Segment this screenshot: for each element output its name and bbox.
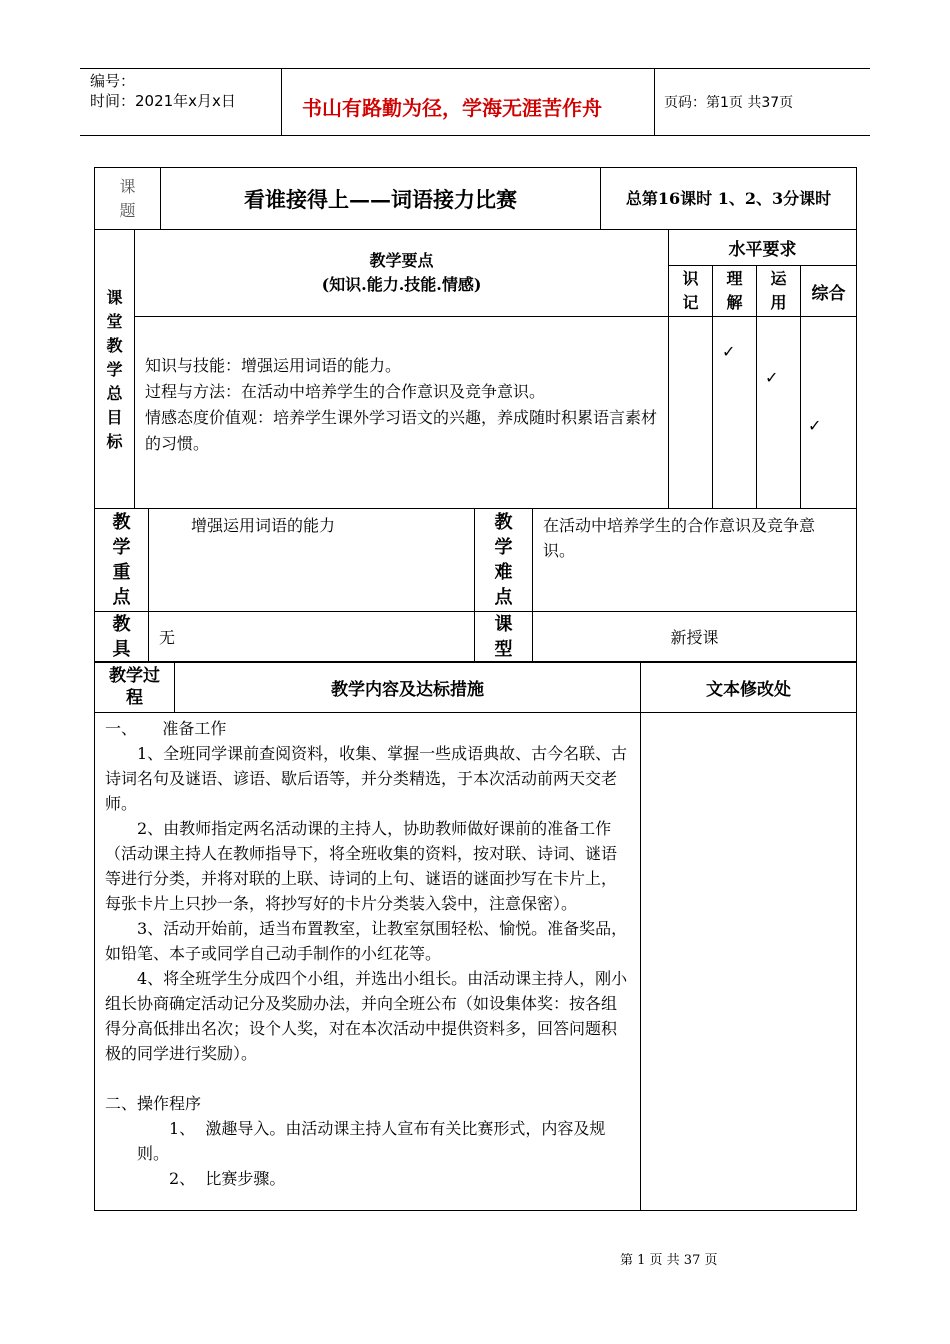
header-divider-2 xyxy=(654,68,655,135)
topic-title: 看谁接得上——词语接力比赛 xyxy=(161,168,601,230)
lesson-hours: 总第16课时 1、2、3分课时 xyxy=(601,168,857,230)
topic-table xyxy=(94,167,857,230)
prep-item-3: 3、活动开始前，适当布置教室，让教室氛围轻松、愉悦。准备奖品，如铅笔、本子或同学自己动手制作的小红花等。 xyxy=(105,919,628,963)
difficulty-text: 在活动中培养学生的合作意识及竞争意识。 xyxy=(533,509,857,612)
key-points-subtitle: (知识.能力.技能.情感) xyxy=(321,275,482,294)
goals-label-cell xyxy=(95,230,135,509)
type-label-cell xyxy=(475,612,533,663)
procedure-item-2: 2、 比赛步骤。 xyxy=(169,1169,286,1188)
page-info: 页码：第1页 共37页 xyxy=(664,95,794,111)
step-prep-heading: 一、 准备工作 xyxy=(105,719,227,738)
prep-item-4: 4、将全班学生分成四个小组，并选出小组长。由活动课主持人，刚小组长协商确定活动记分及奖励办法，并向全班公布（如设集体奖：按各组得分高低排出名次；设个人奖，对在本次活动中提供资料多，回答问题积极的同学进行奖励）。 xyxy=(105,969,628,1063)
goal-knowledge: 知识与技能：增强运用词语的能力。 xyxy=(145,356,402,375)
motto: 书山有路勤为径，学海无涯苦作舟 xyxy=(302,96,602,120)
prep-item-2: 2、由教师指定两名活动课的主持人，协助教师做好课前的准备工作（活动课主持人在教师指导下，将全班收集的资料，按对联、诗词、谜语等进行分类，并将对联的上联、诗词的上句、谜语的谜面抄写在卡片上，每张卡片上只抄一条，将抄写好的卡片分类装入袋中，注意保密）。 xyxy=(105,819,618,913)
tools-text: 无 xyxy=(149,612,475,663)
topic-label-cell xyxy=(95,168,161,230)
goals-label: 课堂教学总目标 xyxy=(106,288,123,451)
topic-label: 课题 xyxy=(119,176,136,220)
goal-process: 过程与方法：在活动中培养学生的合作意识及竞争意识。 xyxy=(145,382,546,401)
check-understand-icon: ✓ xyxy=(722,342,736,361)
tools-label: 教具 xyxy=(112,614,131,660)
focus-text: 增强运用词语的能力 xyxy=(149,509,475,612)
check-synthesis-icon: ✓ xyxy=(808,416,822,435)
process-table xyxy=(94,661,857,1211)
focus-label: 教学重点 xyxy=(112,512,131,608)
revision-header: 文本修改处 xyxy=(641,662,857,713)
goals-content xyxy=(135,317,669,509)
process-label: 教学过程 xyxy=(95,662,175,713)
step-procedure-heading: 二、操作程序 xyxy=(105,1094,202,1113)
tools-label-cell xyxy=(95,612,149,663)
difficulty-label-cell xyxy=(475,509,533,612)
focus-table xyxy=(94,508,857,663)
key-points-title: 教学要点 xyxy=(369,251,434,270)
check-apply-icon: ✓ xyxy=(765,368,779,387)
header-top-rule xyxy=(80,68,870,69)
time-label: 时间：2021年x月x日 xyxy=(90,92,236,110)
check-cell-synthesis xyxy=(801,317,857,509)
type-text: 新授课 xyxy=(533,612,857,663)
goal-attitude: 情感态度价值观：培养学生课外学习语文的兴趣，养成随时积累语言素材的习惯。 xyxy=(145,408,658,453)
process-content xyxy=(95,713,641,1211)
number-label: 编号： xyxy=(90,72,136,90)
content-header: 教学内容及达标措施 xyxy=(175,662,641,713)
procedure-item-1: 1、 激趣导入。由活动课主持人宣布有关比赛形式，内容及规则。 xyxy=(137,1119,606,1163)
level-synthesis: 综合 xyxy=(801,266,857,317)
type-label: 课型 xyxy=(494,614,513,660)
check-cell-apply xyxy=(757,317,801,509)
level-apply: 运用 xyxy=(757,266,801,317)
header-bottom-rule xyxy=(80,135,870,136)
focus-label-cell xyxy=(95,509,149,612)
prep-item-1: 1、全班同学课前查阅资料，收集、掌握一些成语典故、古今名联、古诗词名句及谜语、谚语、歇后语等，并分类精选，于本次活动前两天交老师。 xyxy=(105,744,628,813)
level-recall: 识记 xyxy=(669,266,713,317)
key-points-header xyxy=(135,230,669,317)
difficulty-label: 教学难点 xyxy=(494,512,513,608)
level-understand: 理解 xyxy=(713,266,757,317)
header-divider-1 xyxy=(281,68,282,135)
check-cell-recall xyxy=(669,317,713,509)
goals-table xyxy=(94,229,857,509)
level-title: 水平要求 xyxy=(669,230,857,266)
revision-cell xyxy=(641,713,857,1211)
page-footer: 第 1 页 共 37 页 xyxy=(620,1253,718,1268)
